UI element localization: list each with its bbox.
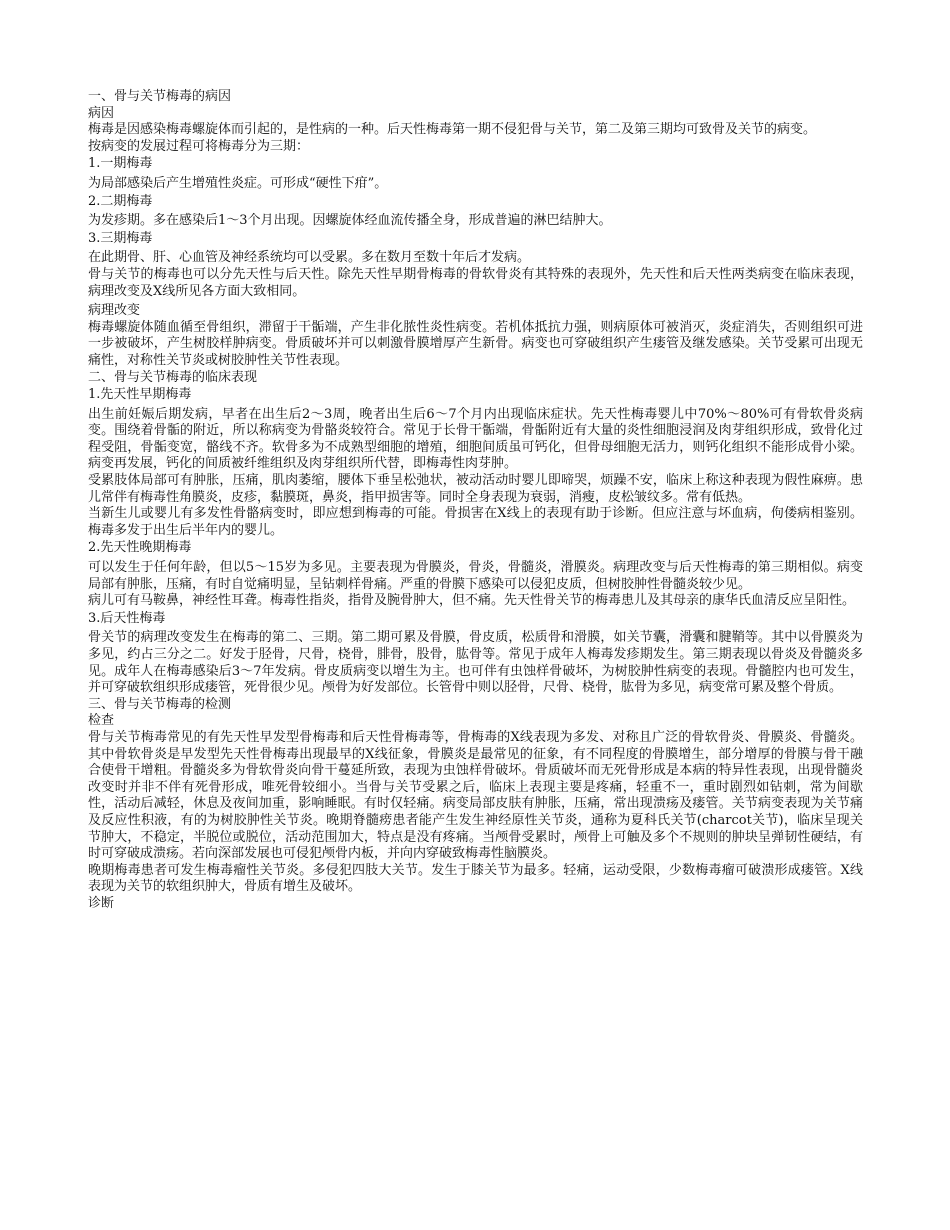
- paragraph: 可以发生于任何年龄，但以5～15岁为多见。主要表现为骨膜炎，骨炎，骨髓炎，滑膜炎。病理改变与后天性梅毒的第三期相似。病变局部有肿胀，压痛，有时自觉痛明显，呈钻刺样骨痛。严重的骨膜下感染可以侵犯皮质，但树胶肿性骨髓炎较少见。: [88, 560, 863, 592]
- paragraph: 病儿可有马鞍鼻，神经性耳聋。梅毒性指炎，指骨及腕骨肿大，但不痛。先天性骨关节的梅毒患儿及其母亲的康华氏血清反应呈阳性。: [88, 593, 856, 609]
- paragraph: 骨与关节梅毒常见的有先天性早发型骨梅毒和后天性骨梅毒等，骨梅毒的X线表现为多发、对称且广泛的骨软骨炎、骨膜炎、骨髓炎。其中骨软骨炎是早发型先天性骨梅毒出现最早的X线征象，骨膜炎是最常见的征象，有不同程度的骨膜增生，部分增厚的骨膜与骨干融合使骨干增粗。骨髓炎多为骨软骨炎向骨干蔓延所致，表现为虫蚀样骨破坏。骨质破坏而无死骨形成是本病的特异性表现，出现骨髓炎改变时并非不伴有死骨形成，唯死骨较细小。当骨与关节受累之后，临床上表现主要是疼痛，轻重不一，重时剧烈如钻刺，常为间歇性，活动后减轻，休息及夜间加重，影响睡眠。有时仅轻痛。病变局部皮肤有肿胀，压痛，常出现溃疡及瘘管。关节病变表现为关节痛及反应性积液，有的为树胶肿性关节炎。晚期脊髓痨患者能产生发生神经原性关节炎，通称为夏科氏关节(charcot关节)，临床呈现关节肿大，不稳定，半脱位或脱位，活动范围加大，特点是没有疼痛。当颅骨受累时，颅骨上可触及多个不规则的肿块呈弹韧性硬结，有时可穿破成溃疡。若向深部发展也可侵犯颅骨内板，并向内穿破致梅毒性脑膜炎。: [88, 729, 863, 862]
- paragraph: 在此期骨、肝、心血管及神经系统均可以受累。多在数月至数十年后才发病。: [88, 250, 531, 266]
- subheading-congenital-late: 2.先天性晚期梅毒: [88, 540, 192, 556]
- subheading-stage-1: 1.一期梅毒: [88, 156, 153, 172]
- section-heading-causes: 一、骨与关节梅毒的病因: [88, 89, 232, 104]
- subheading-acquired: 3.后天性梅毒: [88, 610, 166, 626]
- paragraph: 骨与关节的梅毒也可以分先天性与后天性。除先天性早期骨梅毒的骨软骨炎有其特殊的表现外，先天性和后天性两类病变在临床表现，病理改变及X线所见各方面大致相同。: [88, 266, 863, 299]
- paragraph: 为局部感染后产生增殖性炎症。可形成“硬性下疳”。: [88, 175, 388, 191]
- paragraph: 出生前妊娠后期发病，早者在出生后2～3周，晚者出生后6～7个月内出现临床症状。先天性梅毒婴儿中70%～80%可有骨软骨炎病变。围绕着骨骺的附近，所以称病变为骨骼炎较符合。常见于长骨干骺端，骨骺附近有大量的炎性细胞浸润及肉芽组织形成，致骨化过程受阻，骨骺变宽，骼线不齐。软骨多为不成熟型细胞的增殖，细胞间质虽可钙化，但骨母细胞无活力，则钙化组织不能形成骨小梁。病变再发展，钙化的间质被纤维组织及肉芽组织所代替，即梅毒性肉芽肿。: [88, 406, 863, 472]
- subheading-congenital-early: 1.先天性早期梅毒: [88, 387, 192, 403]
- paragraph: 梅毒是因感染梅毒螺旋体而引起的，是性病的一种。后天性梅毒第一期不侵犯骨与关节，第二及第三期均可致骨及关节的病变。: [88, 122, 817, 138]
- paragraph: 梅毒螺旋体随血循至骨组织，滞留于干骺端，产生非化脓性炎性病变。若机体抵抗力强，则病原体可被消灭，炎症消失，否则组织可进一步被破坏，产生树胶样肿病变。骨质破坏并可以刺激骨膜增厚产生新骨。病变也可穿破组织产生瘘管及继发感染。关节受累可出现无痛性，对称性关节炎或树胶肿性关节性表现。: [88, 319, 863, 368]
- subheading-stage-2: 2.二期梅毒: [88, 193, 153, 209]
- paragraph: 按病变的发展过程可将梅毒分为三期：: [88, 138, 310, 154]
- subheading-cause: 病因: [88, 105, 115, 121]
- subheading-examination: 检查: [88, 713, 115, 729]
- paragraph: 为发疹期。多在感染后1～3个月出现。因螺旋体经血流传播全身，形成普遍的淋巴结肿大。: [88, 213, 612, 229]
- document-body: [88, 89, 863, 913]
- subheading-diagnosis: 诊断: [88, 895, 115, 911]
- paragraph: 当新生儿或婴儿有多发性骨骼病变时，即应想到梅毒的可能。骨损害在X线上的表现有助于诊断。但应注意与坏血病，佝偻病相鉴别。梅毒多发于出生后半年内的婴儿。: [88, 506, 863, 538]
- subheading-stage-3: 3.三期梅毒: [88, 230, 153, 246]
- paragraph: 受累肢体局部可有肿胀，压痛，肌肉萎缩，腰体下垂呈松弛状，被动活动时婴儿即啼哭，烦躁不安，临床上称这种表现为假性麻痹。患儿常伴有梅毒性角膜炎，皮疹，黏膜斑，鼻炎，指甲损害等。同时全身表现为衰弱，消瘦，皮松皱纹多。常有低热。: [88, 473, 863, 505]
- paragraph: 骨关节的病理改变发生在梅毒的第二、三期。第二期可累及骨膜，骨皮质，松质骨和滑膜，如关节囊，滑囊和腱鞘等。其中以骨膜炎为多见，约占三分之二。好发于胫骨，尺骨，桡骨，腓骨，股骨，肱骨等。常见于成年人梅毒发疹期发生。第三期表现以骨炎及骨髓炎多见。成年人在梅毒感染后3～7年发病。骨皮质病变以增生为主。也可伴有虫蚀样骨破坏，为树胶肿性病变的表现。骨髓腔内也可发生，并可穿破软组织形成瘘管，死骨很少见。颅骨为好发部位。长管骨中则以胫骨，尺骨、桡骨，肱骨为多见，病变常可累及整个骨质。: [88, 630, 863, 696]
- section-heading-detection: 三、骨与关节梅毒的检测: [88, 696, 232, 712]
- paragraph: 晚期梅毒患者可发生梅毒瘤性关节炎。多侵犯四肢大关节。发生于膝关节为最多。轻痛，运动受限，少数梅毒瘤可破溃形成瘘管。X线表现为关节的软组织肿大，骨质有增生及破坏。: [88, 862, 863, 895]
- subheading-pathology: 病理改变: [88, 303, 141, 319]
- section-heading-clinical: 二、骨与关节梅毒的临床表现: [88, 369, 258, 385]
